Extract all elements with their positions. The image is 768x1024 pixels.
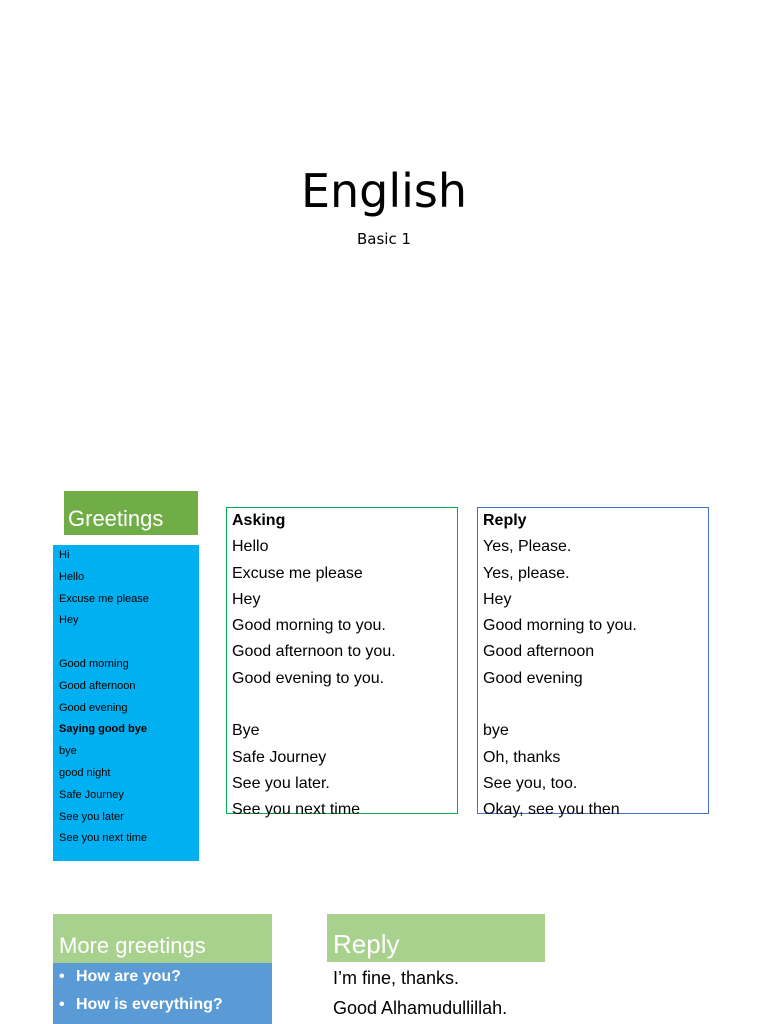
asking-row: Hello [232,538,269,556]
reply-section-header: Reply [327,914,545,962]
more-greeting-item [59,991,272,1019]
more-greeting-text: How are you? [76,968,181,985]
asking-box [226,507,458,819]
reply-item: I’m fine, thanks. [333,968,460,988]
greetings-header: Greetings [64,491,198,535]
reply-row: Good afternoon [483,643,595,661]
section-heading: Saying good bye [59,723,148,736]
asking-row: Good morning to you. [232,617,386,635]
reply-row: Hey [483,590,512,608]
asking-row: See you next time [232,801,361,819]
greeting-item: Good afternoon [59,679,136,692]
greeting-item: Safe Journey [59,788,124,801]
more-greeting-text: How is everything? [76,996,223,1013]
more-greetings-list [53,963,272,1024]
reply-row: See you, too. [483,774,578,792]
asking-row [232,692,457,718]
asking-row: Hey [232,590,261,608]
greeting-item: See you next time [59,832,148,845]
greeting-item: Hello [59,570,85,583]
reply-section-list [327,963,627,1024]
more-greeting-item [59,963,272,991]
reply-row: Okay, see you then [483,801,620,819]
greeting-item: See you later [59,810,124,823]
greeting-item: bye [59,745,77,758]
page-title: English [300,164,468,218]
more-greetings-header: More greetings [53,914,272,963]
greeting-item [59,632,199,654]
reply-row [483,692,708,718]
greeting-item: good night [59,766,111,779]
asking-row: Excuse me please [232,564,363,582]
greeting-item: Good evening [59,701,128,714]
reply-row: Yes, Please. [483,538,572,556]
bullet-icon: • [59,968,65,985]
page-subtitle: Basic 1 [356,230,412,248]
asking-row: Safe Journey [232,748,327,766]
greeting-item: Hey [59,614,79,627]
asking-row: Bye [232,722,260,740]
greeting-item: Good morning [59,657,129,670]
reply-row: Good morning to you. [483,617,637,635]
asking-row: Good afternoon to you. [232,643,396,661]
reply-row: bye [483,722,509,740]
reply-row: Oh, thanks [483,748,561,766]
greetings-list [53,545,199,861]
reply-box [477,507,709,819]
bullet-icon: • [59,996,65,1013]
reply-row: Yes, please. [483,564,570,582]
asking-row: Good evening to you. [232,669,385,687]
reply-row: Good evening [483,669,583,687]
reply-header: Reply [483,512,527,529]
greeting-item: Excuse me please [59,592,149,605]
asking-header: Asking [232,512,286,529]
reply-item: Good Alhamudullillah. [333,998,508,1018]
asking-row: See you later. [232,774,330,792]
greeting-item: Hi [59,549,70,561]
